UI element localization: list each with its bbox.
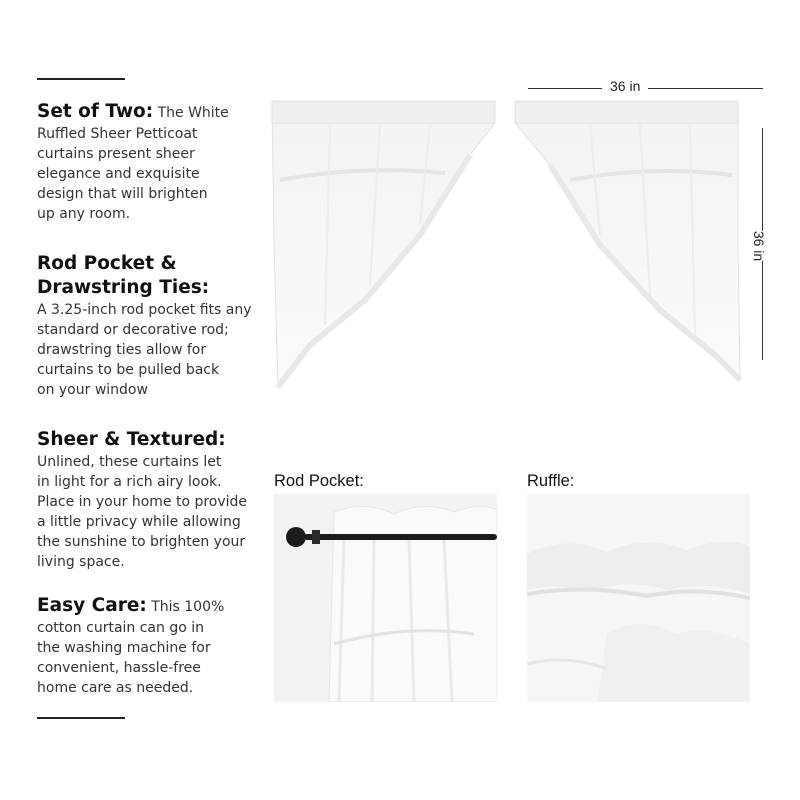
feature-easy-care (37, 594, 259, 698)
feature-body-line: the washing machine for (37, 640, 211, 656)
feature-heading: Sheer & Textured: (37, 429, 226, 450)
feature-body-line: Unlined, these curtains let (37, 454, 222, 470)
feature-body-line: on your window (37, 382, 148, 398)
width-dimension-label: 36 in (602, 78, 648, 94)
feature-body-line: home care as needed. (37, 680, 194, 696)
feature-body-line: A 3.25-inch rod pocket fits any (37, 302, 252, 318)
feature-body-line: Place in your home to provide (37, 494, 248, 510)
feature-body-line: drawstring ties allow for (37, 342, 207, 358)
feature-body-line: convenient, hassle-free (37, 660, 201, 676)
bottom-divider (37, 717, 125, 719)
feature-body-line: curtains present sheer (37, 146, 195, 162)
right-curtain-panel (515, 101, 740, 380)
feature-body-line: cotton curtain can go in (37, 620, 205, 636)
feature-body-line: standard or decorative rod; (37, 322, 229, 338)
feature-body-line: curtains to be pulled back (37, 362, 220, 378)
feature-body-line: design that will brighten (37, 186, 208, 202)
feature-body-line: the sunshine to brighten your (37, 534, 246, 550)
feature-body-line: a little privacy while allowing (37, 514, 241, 530)
ruffle-label: Ruffle: (527, 472, 575, 490)
feature-body-line: elegance and exquisite (37, 166, 200, 182)
curtain-rod (304, 534, 497, 540)
feature-heading: Drawstring Ties: (37, 277, 210, 298)
feature-body-line: in light for a rich airy look. (37, 474, 222, 490)
left-curtain-panel (272, 101, 495, 387)
feature-body-line: Ruffled Sheer Petticoat (37, 126, 198, 142)
feature-body-line: living space. (37, 554, 125, 570)
rod-pocket-photo (274, 494, 497, 702)
feature-sheer-textured (37, 428, 259, 572)
feature-set-of-two (37, 100, 259, 224)
feature-heading: Easy Care: (37, 595, 147, 616)
feature-heading: Rod Pocket & (37, 253, 177, 274)
feature-body-inline: The White (153, 105, 229, 121)
curtain-pair-image (270, 95, 760, 395)
ruffle-photo (527, 494, 750, 702)
feature-heading: Set of Two: (37, 101, 154, 122)
height-dimension-label: 36 in (745, 231, 773, 261)
top-divider (37, 78, 125, 80)
rod-pocket-label: Rod Pocket: (274, 472, 364, 490)
feature-body-line: up any room. (37, 206, 131, 222)
feature-rod-pocket (37, 252, 259, 400)
feature-body-inline: This 100% (146, 599, 225, 615)
rod-finial (286, 527, 306, 547)
